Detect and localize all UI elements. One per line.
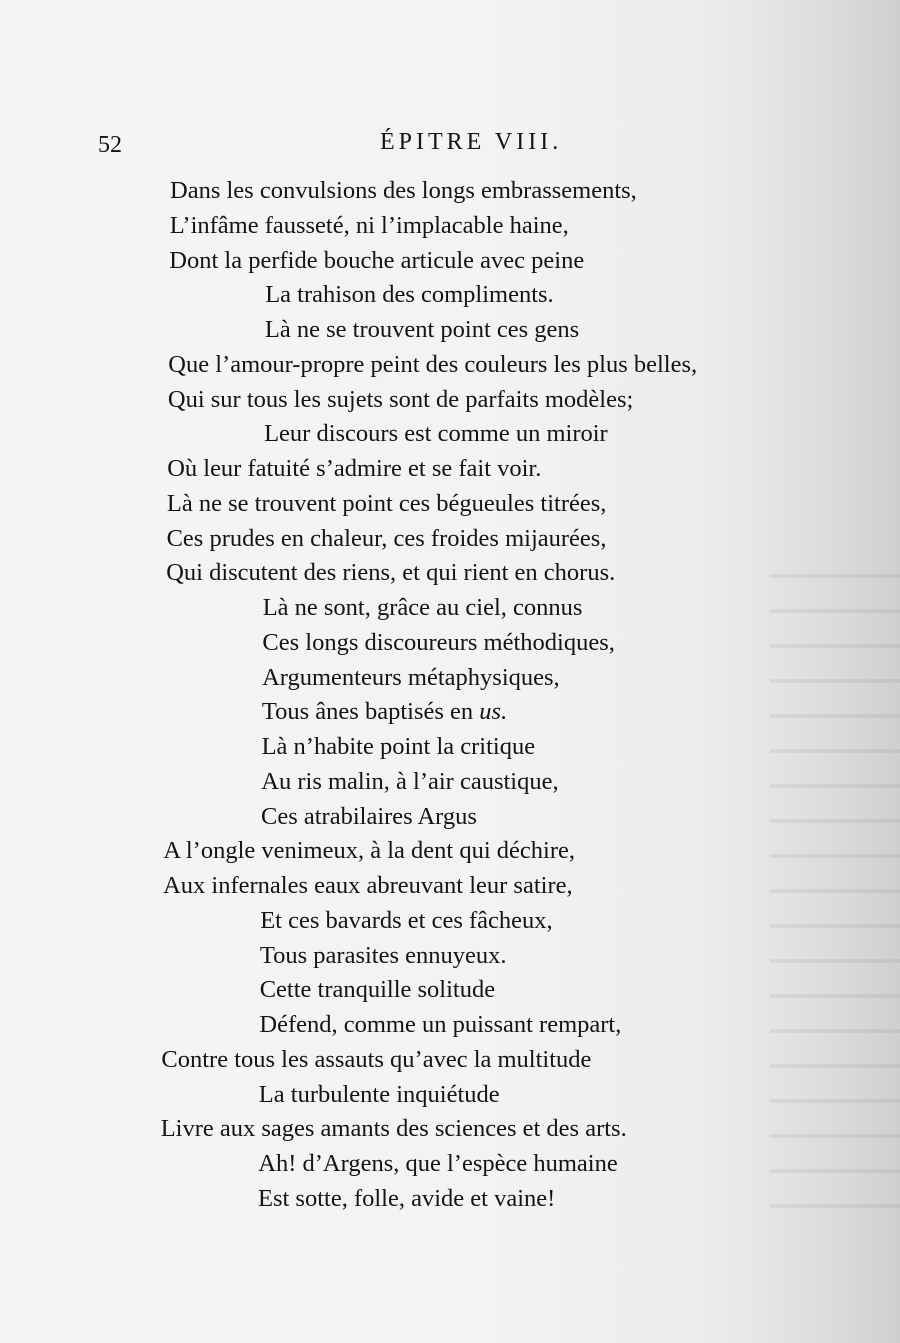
poem-line-text: Là n’habite point la critique: [261, 733, 536, 760]
poem-line-text: Défend, comme un puissant rempart,: [259, 1011, 622, 1038]
poem-line-text: Et ces bavards et ces fâcheux,: [260, 906, 553, 934]
poem-line-text: Qui discutent des riens, et qui rient en chorus.: [166, 559, 616, 587]
page-number: 52: [98, 132, 122, 158]
poem-line-text: Livre aux sages amants des sciences et des arts.: [160, 1115, 627, 1143]
poem-line: [260, 906, 553, 936]
poem-line-text: Au ris malin, à l’air caustique,: [261, 767, 559, 795]
poem-line: [262, 628, 615, 658]
poem-line-text: Ces atrabilaires Argus: [261, 802, 477, 830]
poem-line-text: Qui sur tous les sujets sont de parfaits modèles;: [167, 385, 634, 413]
poem-line-text: Dont la perfide bouche articule avec peine: [169, 246, 585, 274]
poem-line-text: Ces prudes en chaleur, ces froides mijaurées,: [166, 524, 607, 552]
poem-line: [265, 280, 554, 310]
poem-line: [262, 732, 535, 762]
poem-line-text: Ces longs discoureurs méthodiques,: [262, 628, 615, 656]
poem-line-text: Que l’amour-propre peint des couleurs les plus belles,: [168, 350, 698, 378]
poem-line-text: Cette tranquille solitude: [259, 976, 496, 1004]
running-title: ÉPITRE VIII.: [380, 129, 563, 155]
poem-line: [259, 1080, 500, 1110]
poem-line: [168, 385, 633, 415]
poem-line-italic: us.: [479, 698, 508, 726]
poem-line-text: Où leur fatuité s’admire et se fait voir.: [167, 455, 542, 482]
poem-line: [161, 1114, 627, 1144]
poem-line-text: Là ne se trouvent point ces gens: [264, 316, 580, 343]
poem-line: [167, 489, 607, 519]
poem-line-text: La turbulente inquiétude: [258, 1080, 500, 1108]
poem-line-text: La trahison des compliments.: [265, 281, 554, 309]
poem-line-text: L’infâme fausseté, ni l’implacable haine,: [169, 211, 569, 239]
poem-line-text: Est sotte, folle, avide et vaine!: [258, 1184, 556, 1212]
poem-line-text: Argumenteurs métaphysiques,: [262, 663, 560, 691]
poem-line: [261, 802, 477, 832]
poem-line-text: Tous ânes baptisés en: [261, 698, 474, 726]
poem-line: [169, 246, 584, 276]
poem-line: [262, 663, 560, 693]
poem-line-text: Tous parasites ennuyeux.: [259, 941, 507, 969]
poem-line: [168, 350, 697, 380]
poem-line: [264, 419, 608, 449]
poem-line: [161, 1045, 591, 1075]
poem-line: [170, 211, 569, 241]
poem-line-text: A l’ongle venimeux, à la dent qui déchire,: [163, 837, 575, 865]
poem-line: [265, 315, 579, 345]
poem-line: [167, 524, 607, 554]
poem-line: [263, 593, 583, 623]
poem-line-text: Là ne se trouvent point ces bégueules titrées,: [166, 489, 607, 517]
poem-line: [166, 558, 615, 588]
poem-line-text: Dans les convulsions des longs embrassements,: [170, 177, 637, 204]
poem-line: [259, 1010, 621, 1040]
poem-line-text: Leur discours est comme un miroir: [264, 420, 608, 448]
poem-line: [258, 1184, 555, 1214]
poem-line: [163, 871, 573, 901]
poem-line-text: Aux infernales eaux abreuvant leur satire,: [163, 872, 573, 899]
poem-line-text: Contre tous les assauts qu’avec la multitude: [161, 1045, 592, 1073]
poem-line: [167, 454, 541, 484]
poem-line: [260, 941, 507, 971]
poem-line: [261, 767, 558, 797]
poem-line: [258, 1149, 617, 1179]
poem-line: [170, 176, 637, 206]
poem-line-text: Là ne sont, grâce au ciel, connus: [262, 594, 583, 621]
poem-line: [163, 836, 575, 866]
poem-line: [260, 975, 495, 1005]
poem-line: [262, 697, 507, 727]
poem-line-text: Ah! d’Argens, que l’espèce humaine: [258, 1150, 618, 1177]
